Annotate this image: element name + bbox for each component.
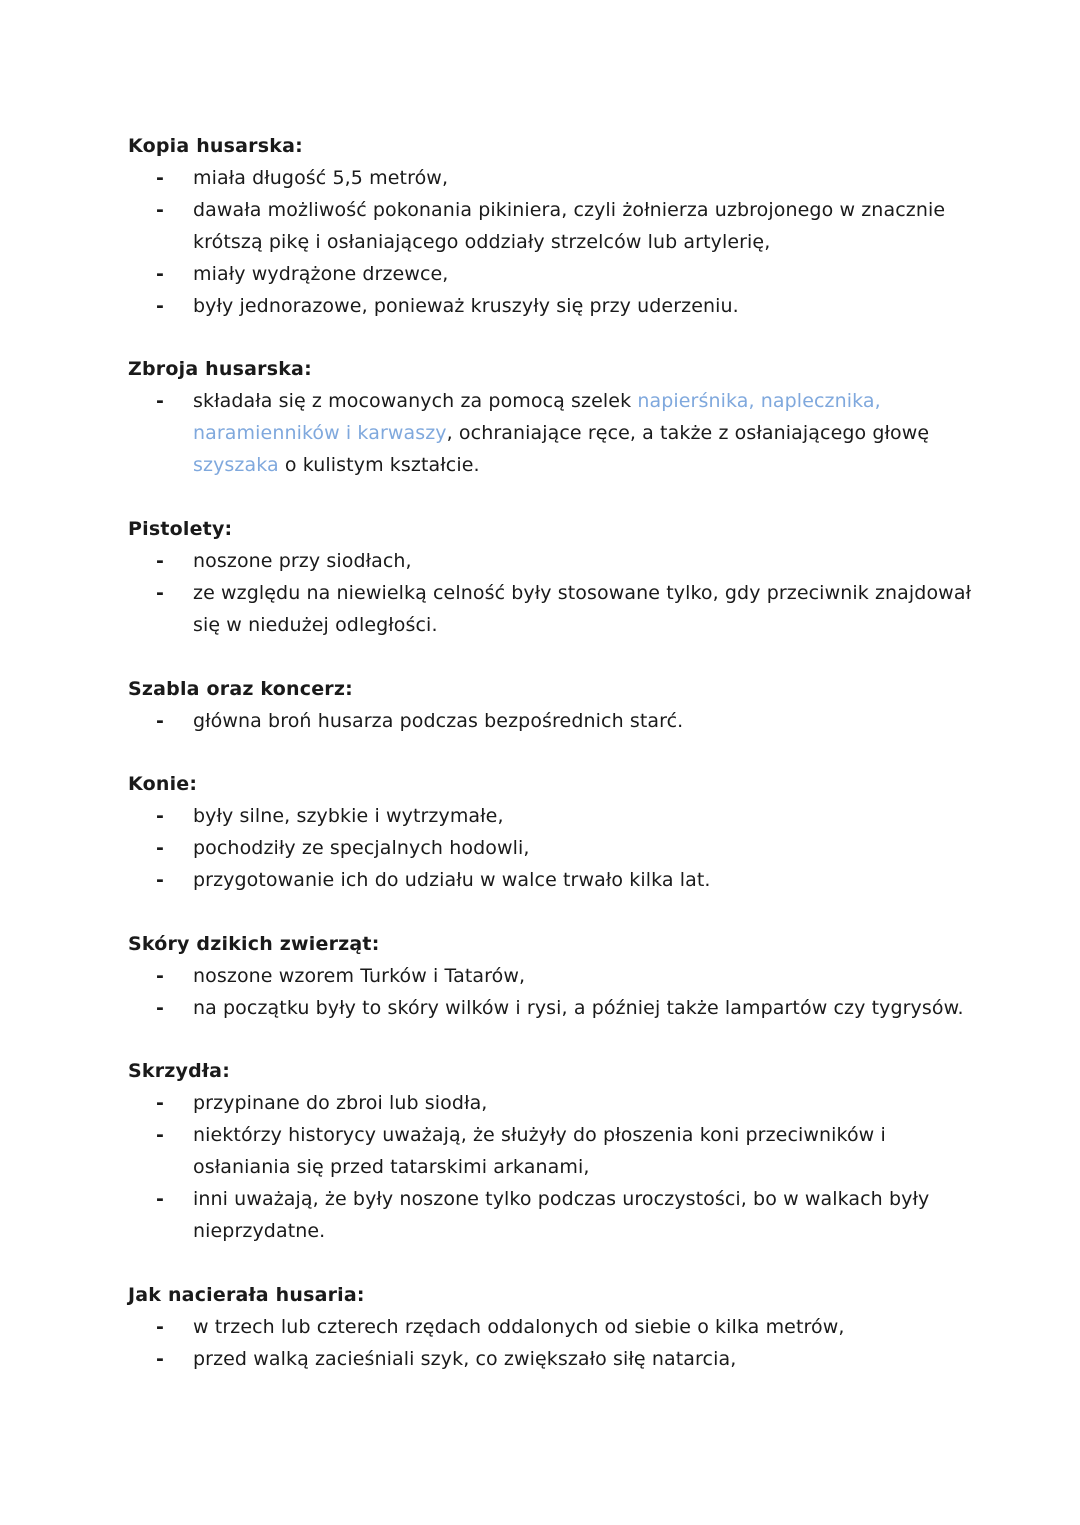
bullet: - (156, 710, 164, 732)
list-item (128, 258, 988, 290)
bullet: - (156, 997, 164, 1019)
section-heading: Jak nacierała husaria: (128, 1284, 365, 1306)
list-item-text: w trzech lub czterech rzędach oddalonych od siebie o kilka metrów, (193, 1316, 845, 1338)
list-item (128, 1087, 988, 1119)
section-szabla-oraz-koncerz (128, 673, 988, 737)
list-item-text: przed walką zacieśniali szyk, co zwiększało siłę natarcia, (193, 1348, 737, 1370)
bullet: - (156, 167, 164, 189)
list-item (128, 800, 988, 832)
bullet: - (156, 805, 164, 827)
list-item-text: niektórzy historycy uważają, że służyły do płoszenia koni przeciwników i osłaniania się przed tatarskimi arkanami, (193, 1124, 886, 1178)
list-item-text: przypinane do zbroi lub siodła, (193, 1092, 488, 1114)
section-heading: Skóry dzikich zwierząt: (128, 933, 380, 955)
bullet: - (156, 390, 164, 412)
list-item-text: noszone wzorem Turków i Tatarów, (193, 965, 526, 987)
list-item (128, 290, 988, 322)
list-item-text: dawała możliwość pokonania pikiniera, czyli żołnierza uzbrojonego w znacznie krótszą pikę i osłaniającego oddziały strzelców lub artylerię, (193, 199, 946, 253)
bullet: - (156, 837, 164, 859)
bullet: - (156, 582, 164, 604)
list-item-text: były silne, szybkie i wytrzymałe, (193, 805, 504, 827)
list-item (128, 992, 988, 1024)
bullet: - (156, 1188, 164, 1210)
section-kopia-husarska (128, 130, 988, 322)
highlighted-term: napierśnika, naplecznika, naramienników i karwaszy (193, 390, 881, 444)
section-heading: Kopia husarska: (128, 135, 303, 157)
section-heading: Szabla oraz koncerz: (128, 678, 353, 700)
list-item (128, 1311, 988, 1343)
section-skrzydla (128, 1055, 988, 1247)
section-heading: Pistolety: (128, 518, 233, 540)
list-item-text: były jednorazowe, ponieważ kruszyły się przy uderzeniu. (193, 295, 739, 317)
list-item (128, 1119, 988, 1183)
list-item (128, 577, 988, 641)
list-item-text: składała się z mocowanych za pomocą szelek (193, 390, 638, 412)
list-item-text: główna broń husarza podczas bezpośrednich starć. (193, 710, 684, 732)
section-heading: Zbroja husarska: (128, 358, 312, 380)
bullet: - (156, 1092, 164, 1114)
list-item (128, 194, 988, 258)
highlighted-term: szyszaka (193, 454, 279, 476)
list-item-text: noszone przy siodłach, (193, 550, 412, 572)
bullet: - (156, 1124, 164, 1146)
section-skory-dzikich-zwierzat (128, 928, 988, 1024)
list-item (128, 385, 988, 481)
list-item (128, 1183, 988, 1247)
list-item-text: ze względu na niewielką celność były stosowane tylko, gdy przeciwnik znajdował się w niedużej odległości. (193, 582, 972, 636)
bullet: - (156, 1316, 164, 1338)
bullet: - (156, 869, 164, 891)
list-item-text: o kulistym kształcie. (278, 454, 480, 476)
bullet: - (156, 965, 164, 987)
list-item-text: miały wydrążone drzewce, (193, 263, 449, 285)
section-jak-nacierala-husaria (128, 1279, 988, 1375)
list-item-text: na początku były to skóry wilków i rysi, a później także lampartów czy tygrysów. (193, 997, 964, 1019)
list-item-text: przygotowanie ich do udziału w walce trwało kilka lat. (193, 869, 711, 891)
list-item (128, 832, 988, 864)
list-item (128, 162, 988, 194)
section-konie (128, 768, 988, 896)
list-item (128, 545, 988, 577)
section-heading: Konie: (128, 773, 198, 795)
bullet: - (156, 550, 164, 572)
list-item-text: miała długość 5,5 metrów, (193, 167, 449, 189)
list-item (128, 705, 988, 737)
bullet: - (156, 295, 164, 317)
section-pistolety (128, 513, 988, 641)
bullet: - (156, 263, 164, 285)
bullet: - (156, 1348, 164, 1370)
list-item (128, 1343, 988, 1375)
list-item-text: inni uważają, że były noszone tylko podczas uroczystości, bo w walkach były nieprzydatne. (193, 1188, 930, 1242)
bullet: - (156, 199, 164, 221)
list-item (128, 960, 988, 992)
list-item (128, 864, 988, 896)
section-heading: Skrzydła: (128, 1060, 231, 1082)
list-item-text: pochodziły ze specjalnych hodowli, (193, 837, 530, 859)
section-zbroja-husarska (128, 353, 988, 481)
list-item-text: , ochraniające ręce, a także z osłaniającego głowę (446, 422, 930, 444)
